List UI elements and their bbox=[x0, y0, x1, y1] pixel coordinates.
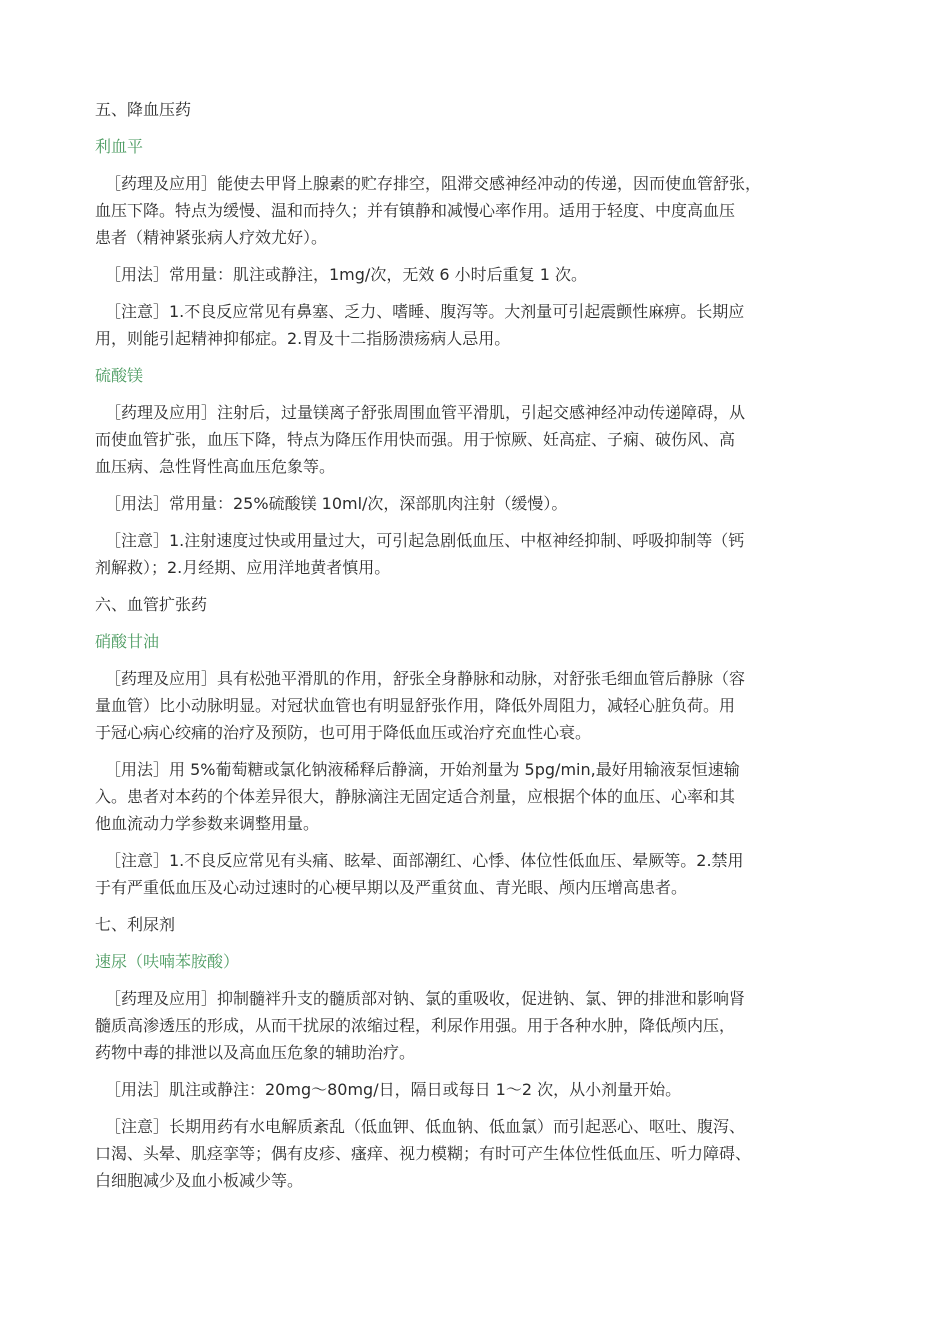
drug-name: 速尿（呋喃苯胺酸） bbox=[95, 952, 240, 971]
paragraph-line: ［用法］用 5%葡萄糖或氯化钠液稀释后静滴，开始剂量为 5pg/min,最好用输液泵恒速输 bbox=[105, 760, 740, 779]
paragraph-line: ［用法］肌注或静注：20mg～80mg/日，隔日或每日 1～2 次，从小剂量开始。 bbox=[105, 1080, 682, 1099]
paragraph-line: 而使血管扩张，血压下降，特点为降压作用快而强。用于惊厥、妊高症、子痫、破伤风、高 bbox=[95, 430, 736, 449]
paragraph-line: 用，则能引起精神抑郁症。2.胃及十二指肠溃疡病人忌用。 bbox=[95, 329, 511, 348]
paragraph-line: 入。患者对本药的个体差异很大，静脉滴注无固定适合剂量，应根据个体的血压、心率和其 bbox=[95, 787, 736, 806]
drug-paragraph bbox=[95, 985, 862, 1066]
paragraph-line: ［注意］1.不良反应常见有头痛、眩晕、面部潮红、心悸、体位性低血压、晕厥等。2.禁用 bbox=[105, 851, 744, 870]
paragraph-line: ［药理及应用］具有松弛平滑肌的作用，舒张全身静脉和动脉，对舒张毛细血管后静脉（容 bbox=[105, 669, 746, 688]
section-title: 五、降血压药 bbox=[95, 100, 192, 119]
drug-paragraph bbox=[95, 847, 862, 901]
paragraph-line: 白细胞减少及血小板减少等。 bbox=[95, 1171, 304, 1190]
drug-paragraph bbox=[95, 399, 862, 480]
paragraph-line: ［用法］常用量：肌注或静注，1mg/次，无效 6 小时后重复 1 次。 bbox=[105, 265, 588, 284]
drug-paragraph bbox=[95, 756, 862, 837]
paragraph-line: ［注意］1.注射速度过快或用量过大，可引起急剧低血压、中枢神经抑制、呼吸抑制等（钙 bbox=[105, 531, 745, 550]
drug-paragraph bbox=[95, 170, 862, 251]
drug-name: 利血平 bbox=[95, 137, 144, 156]
paragraph-line: 药物中毒的排泄以及高血压危象的辅助治疗。 bbox=[95, 1043, 416, 1062]
paragraph-line: 髓质高渗透压的形成，从而干扰尿的浓缩过程，利尿作用强。用于各种水肿，降低颅内压， bbox=[95, 1016, 736, 1035]
paragraph-line: 量血管）比小动脉明显。对冠状血管也有明显舒张作用，降低外周阻力，减轻心脏负荷。用 bbox=[95, 696, 736, 715]
drug-name: 硫酸镁 bbox=[95, 366, 144, 385]
paragraph-line: 于有严重低血压及心动过速时的心梗早期以及严重贫血、青光眼、颅内压增高患者。 bbox=[95, 878, 688, 897]
paragraph-line: ［药理及应用］抑制髓袢升支的髓质部对钠、氯的重吸收，促进钠、氯、钾的排泄和影响肾 bbox=[105, 989, 746, 1008]
paragraph-line: 口渴、头晕、肌痉挛等；偶有皮疹、瘙痒、视力模糊；有时可产生体位性低血压、听力障碍、 bbox=[95, 1144, 752, 1163]
paragraph-line: 血压下降。特点为缓慢、温和而持久；并有镇静和减慢心率作用。适用于轻度、中度高血压 bbox=[95, 201, 736, 220]
paragraph-line: 血压病、急性肾性高血压危象等。 bbox=[95, 457, 336, 476]
paragraph-line: ［药理及应用］能使去甲肾上腺素的贮存排空，阻滞交感神经冲动的传递，因而使血管舒张， bbox=[105, 174, 762, 193]
paragraph-line: 他血流动力学参数来调整用量。 bbox=[95, 814, 320, 833]
drug-paragraph bbox=[95, 490, 862, 517]
paragraph-line: 剂解救）；2.月经期、应用洋地黄者慎用。 bbox=[95, 558, 391, 577]
paragraph-line: ［注意］长期用药有水电解质紊乱（低血钾、低血钠、低血氯）而引起恶心、呕吐、腹泻、 bbox=[105, 1117, 746, 1136]
paragraph-line: ［药理及应用］注射后，过量镁离子舒张周围血管平滑肌，引起交感神经冲动传递障碍，从 bbox=[105, 403, 746, 422]
paragraph-line: ［用法］常用量：25%硫酸镁 10ml/次，深部肌肉注射（缓慢）。 bbox=[105, 494, 568, 513]
paragraph-line: 患者（精神紧张病人疗效尤好）。 bbox=[95, 228, 328, 247]
drug-paragraph bbox=[95, 1076, 862, 1103]
drug-paragraph bbox=[95, 261, 862, 288]
section-title: 六、血管扩张药 bbox=[95, 595, 208, 614]
paragraph-line: 于冠心病心绞痛的治疗及预防，也可用于降低血压或治疗充血性心衰。 bbox=[95, 723, 592, 742]
paragraph-line: ［注意］1.不良反应常见有鼻塞、乏力、嗜睡、腹泻等。大剂量可引起震颤性麻痹。长期应 bbox=[105, 302, 745, 321]
drug-paragraph bbox=[95, 298, 862, 352]
drug-name: 硝酸甘油 bbox=[95, 632, 160, 651]
section-title: 七、利尿剂 bbox=[95, 915, 176, 934]
drug-paragraph bbox=[95, 527, 862, 581]
drug-paragraph bbox=[95, 665, 862, 746]
drug-paragraph bbox=[95, 1113, 862, 1194]
